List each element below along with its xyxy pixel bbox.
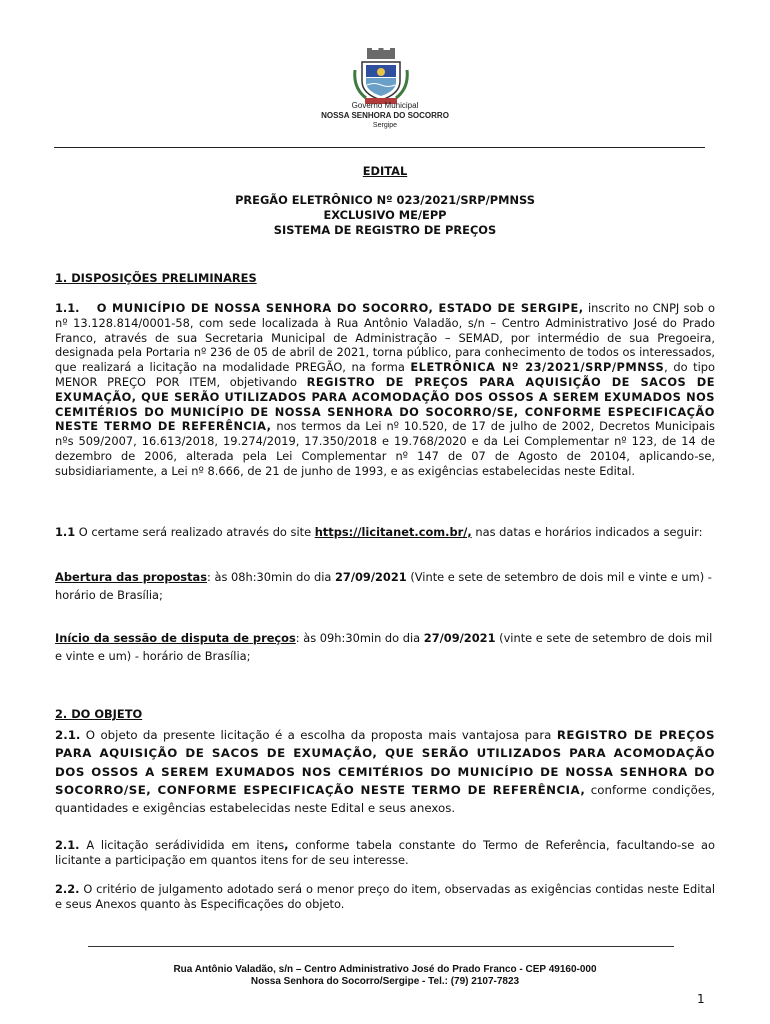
p22-text-a: A licitação serádividida em itens — [79, 838, 285, 852]
p21-number: 2.1. — [55, 728, 81, 742]
p23-number: 2.2. — [55, 882, 80, 896]
org-line-state: Sergipe — [372, 122, 398, 129]
inicio-date: 27/09/2021 — [423, 631, 496, 645]
abertura-label: Abertura das propostas — [55, 570, 207, 584]
footer-divider — [88, 946, 674, 947]
licitanet-link[interactable]: https://licitanet.com.br/, — [314, 525, 472, 539]
footer-phone: Nossa Senhora do Socorro/Sergipe - Tel.: (79) 2107-7823 — [250, 976, 520, 987]
p21-objeto: REGISTRO DE PREÇOS PARA AQUISIÇÃO DE SACOS DE EXUMAÇÃO, QUE SERÃO UTILIZADOS PARA ACOMODAÇÃO DOS OSSOS A SEREM EXUMADOS NOS CEMITÉRIOS DO MUNICÍPIO DE NOSSA SENHORA DO SOCORRO/SE, CONFORME ESPECIFICAÇÃO NESTE TERMO DE REFERÊNCIA, — [55, 728, 715, 797]
p2-number: 1.1 — [55, 525, 76, 539]
municipal-coat-of-arms-icon — [353, 48, 409, 106]
p23-text: O critério de julgamento adotado será o menor preço do item, observadas as exigências contidas neste Edital e seus Anexos quanto às Especificações do objeto. — [55, 882, 715, 911]
paragraph-2-1-itens — [55, 838, 715, 868]
p1-modalidade: ELETRÔNICA Nº 23/2021/SRP/PMNSS — [410, 360, 665, 375]
p1-municipio: O MUNICÍPIO DE NOSSA SENHORA DO SOCORRO, ESTADO DE SERGIPE, — [96, 301, 584, 315]
section-2-heading: 2. DO OBJETO — [55, 707, 143, 721]
org-line-municipality: NOSSA SENHORA DO SOCORRO — [321, 111, 449, 120]
p22-number: 2.1. — [55, 838, 80, 852]
paragraph-1-1 — [55, 301, 715, 479]
inicio-label: Início da sessão de disputa de preços — [55, 631, 296, 645]
p2-text-a: O certame será realizado através do site — [75, 525, 315, 539]
p21-text-b: conforme condições, quantidades e exigências estabelecidas neste Edital e seus anexos. — [55, 782, 715, 816]
abertura-text-b: (Vinte e sete de setembro de dois mil e vinte e um) - horário de Brasília; — [55, 570, 712, 602]
registro-title: SISTEMA DE REGISTRO DE PREÇOS — [273, 223, 497, 237]
p1-text-a: inscrito no CNPJ sob o nº 13.128.814/0001-58, com sede localizada à Rua Antônio Valadão, s/n – Centro Administrativo José do Prado Franco, através de sua Secretaria Municipal de Administração – SEMAD, por intermédio de sua Pregoeira, designada pela Portaria nº 236 de 05 de abril de 2021, torna público, para conhecimento de todos os interessados, que realizará a licitação na modalidade PREGÃO, na forma — [55, 301, 715, 375]
paragraph-1-1-site — [55, 525, 715, 540]
p1-text-c: nos termos da Lei nº 10.520, de 17 de julho de 2002, Decretos Municipais nºs 509/2007, 16.613/2018, 19.274/2019, 17.350/2018 e 19.768/2020 e da Lei Complementar nº 123, de 14 de dezembro de 2006, alterada pela Lei Complementar nº 147 de 07 de Agosto de 20104, aplicando-se, subsidiariamente, a Lei nº 8.666, de 21 de junho de 1993, e as exigências estabelecidas neste Edital. — [55, 419, 715, 478]
pregao-title: PREGÃO ELETRÔNICO Nº 023/2021/SRP/PMNSS — [235, 193, 535, 207]
org-line-governo: Governo Municipal — [351, 101, 419, 110]
inicio-text-b: (vinte e sete de setembro de dois mil e vinte e um) - horário de Brasília; — [55, 631, 713, 663]
paragraph-2-2 — [55, 882, 715, 912]
p22-text-b: conforme tabela constante do Termo de Referência, facultando-se ao licitante a participação em quantos itens for de seu interesse. — [55, 838, 715, 867]
header-divider — [54, 147, 705, 148]
p21-text-a: O objeto da presente licitação é a escolha da proposta mais vantajosa para — [80, 728, 557, 742]
p1-objeto: REGISTRO DE PREÇOS PARA AQUISIÇÃO DE SACOS DE EXUMAÇÃO, QUE SERÃO UTILIZADOS PARA ACOMODAÇÃO DOS OSSOS A SEREM EXUMADOS NOS CEMITÉRIOS DO MUNICÍPIO DE NOSSA SENHORA DO SOCORRO/SE, CONFORME ESPECIFICAÇÃO NESTE TERMO DE REFERÊNCIA, — [55, 374, 715, 434]
section-1-heading: 1. DISPOSIÇÕES PRELIMINARES — [55, 271, 257, 285]
abertura-date: 27/09/2021 — [334, 570, 407, 584]
abertura-propostas — [55, 569, 715, 604]
inicio-sessao — [55, 630, 715, 665]
abertura-text-a: : às 08h:30min do dia — [207, 570, 335, 584]
p22-comma: , — [284, 838, 289, 852]
page-number: 1 — [697, 992, 705, 1006]
paragraph-2-1 — [55, 726, 715, 817]
exclusivo-title: EXCLUSIVO ME/EPP — [323, 208, 447, 222]
footer-address: Rua Antônio Valadão, s/n – Centro Administrativo José do Prado Franco - CEP 49160-000 — [173, 964, 597, 975]
p1-number: 1.1. — [55, 301, 80, 315]
p1-text-b: , do tipo MENOR PREÇO POR ITEM, objetivando — [55, 360, 715, 389]
inicio-text-a: : às 09h:30min do dia — [295, 631, 424, 645]
edital-title: EDITAL — [362, 164, 408, 178]
p2-text-b: nas datas e horários indicados a seguir: — [471, 525, 703, 539]
